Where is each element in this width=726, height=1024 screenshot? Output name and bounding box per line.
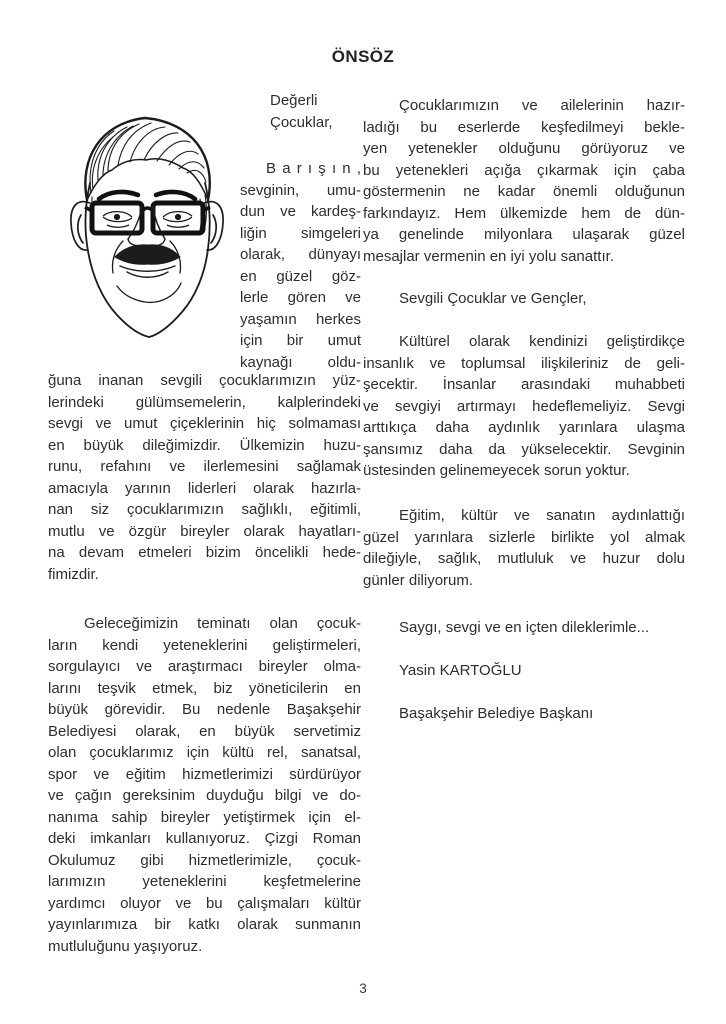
text-line: nan siz çocuklarımızın sağlıklı, eğitimli, — [48, 501, 361, 518]
text-line: Değerli — [270, 92, 318, 109]
text-line: Çocuklarımızın ve ailelerinin hazır- — [399, 97, 685, 114]
paragraph-left-2 — [48, 613, 361, 957]
page-number: 3 — [359, 981, 367, 996]
text-line: na devam etmeleri bizim öncelikli hede- — [48, 544, 361, 561]
text-line: sevgi ve umut çiçeklerinin hiç solmaması — [48, 415, 361, 432]
page-title: ÖNSÖZ — [331, 47, 395, 66]
text-line: liğin simgeleri — [240, 224, 361, 242]
text-line: B a r ı ş ı n , — [266, 160, 361, 177]
text-line: kaynağı oldu- — [240, 353, 361, 371]
text-line: mutluluğunu yaşıyoruz. — [48, 937, 203, 955]
paragraph-left-continuation — [48, 370, 361, 585]
text-line: sevginin, umu- — [240, 181, 361, 199]
text-line: ladığı bu eserlerde keşfedilmeyi bekle- — [363, 118, 685, 136]
paragraph-right-3 — [363, 505, 685, 591]
text-line: larımızın yeteneklerini keşfetmelerine — [48, 873, 361, 890]
text-line: insanlık ve toplumsal ilişkileriniz de geli- — [363, 354, 685, 372]
text-line: arttıkıça daha aydınlık yarınlara ulaşma — [363, 419, 685, 436]
text-line: günler diliyorum. — [363, 571, 474, 589]
text-line: yaşamın herkes — [240, 310, 361, 328]
text-line: güzel yarınlara sizlerle birlikte yol almak — [363, 528, 685, 546]
text-line: sorgulayıcı ve araştırmacı bireyler olma- — [48, 658, 361, 675]
portrait-illustration — [57, 103, 232, 365]
signature-title: Başakşehir Belediye Başkanı — [399, 705, 594, 722]
text-line: mesajlar vermenin en iyi yolu sanattır. — [363, 247, 614, 265]
left-column — [48, 88, 361, 968]
text-line: nanıma sahip bireyler yetiştirmek için el- — [48, 808, 361, 826]
right-column — [363, 95, 685, 975]
text-line: en güzel göz- — [240, 267, 361, 285]
text-line: lerle gören ve — [240, 289, 361, 306]
text-line: göstermenin ne kadar önemli olduğunun — [363, 183, 685, 200]
text-line: dileğiyle, sağlık, mutluluk ve huzur dolu — [363, 550, 685, 567]
text-line: bu yetenekleri açığa çıkarmak için çaba — [363, 161, 685, 179]
text-line: Okulumuz gibi hizmetlerimizle, çocuk- — [48, 851, 361, 869]
mouth — [120, 266, 175, 277]
eyes — [103, 212, 192, 228]
text-line: yayınlarımıza bir katkı olarak sunmanın — [48, 916, 361, 933]
text-line: şecektir. İnsanlar arasındaki muhabbeti — [363, 376, 685, 393]
greeting-line: Sevgili Çocuklar ve Gençler, — [399, 290, 587, 307]
paragraph-right-2 — [363, 331, 685, 482]
text-line: spor ve eğitim hizmetlerimizi sürdürüyor — [48, 765, 361, 783]
paragraph-beside-portrait — [240, 158, 361, 373]
text-line: yardımcı oluyor ve bu çalışmaları kültür — [48, 894, 361, 912]
text-line: dun ve kardeş- — [240, 203, 361, 220]
text-line: amacıyla yarının liderleri olarak hazırla- — [48, 479, 361, 497]
text-line: farkındayız. Hem ülkemizde hem de dün- — [363, 204, 685, 222]
text-line: ve çağın gereksinim duyduğu bilgi ve do- — [48, 787, 361, 804]
text-line: Geleceğimizin teminatı olan çocuk- — [84, 615, 361, 632]
text-line: ğuna inanan sevgili çocuklarımızın yüz- — [48, 372, 361, 389]
text-line: için bir umut — [240, 332, 361, 349]
text-beside-portrait — [240, 90, 361, 373]
text-line: Kültürel olarak kendinizi geliştirdikçe — [399, 333, 685, 350]
eyebrows — [99, 192, 195, 199]
text-line: Belediyesi olarak, en büyük servetimiz — [48, 722, 361, 740]
text-line: şansımız daha da yükselecektir. Sevginin — [363, 440, 685, 458]
text-line: deki imkanları kullanıyoruz. Çizgi Roman — [48, 830, 361, 847]
text-line: olarak, dünyayı — [240, 246, 361, 263]
salutation — [240, 90, 361, 133]
text-line: larını teşvik etmek, biz yöneticilerin en — [48, 679, 361, 697]
text-line: lerindeki gülümsemelerin, kalplerindeki — [48, 393, 361, 411]
nose — [128, 207, 165, 246]
closing-line: Saygı, sevgi ve en içten dileklerimle... — [399, 619, 650, 636]
paragraph-right-1 — [363, 95, 685, 267]
text-line: ların kendi yeteneklerini geliştirmeleri, — [48, 636, 361, 654]
text-line: Eğitim, kültür ve sanatın aydınlattığı — [399, 507, 685, 524]
text-line: fimizdir. — [48, 565, 99, 583]
text-line: yen yetenekler olduğunu görüyoruz ve — [363, 140, 685, 157]
text-line: Çocuklar, — [270, 113, 333, 131]
signature-name: Yasin KARTOĞLU — [399, 662, 522, 679]
text-line: runu, refahını ve ilerlemesini sağlamak — [48, 458, 361, 475]
text-line: olan çocuklarımız için kültü rel, sanatsal, — [48, 744, 361, 761]
text-line: ve sevgiyi artırmayı hedeflemeliyiz. Sevgi — [363, 397, 685, 415]
mustache — [115, 245, 180, 264]
text-line: en büyük dileğimizdir. Ülkemizin huzu- — [48, 436, 361, 454]
text-line: büyük görevidir. Bu nedenle Başakşehir — [48, 701, 361, 718]
text-line: ya genelinde milyonlara ulaşarak güzel — [363, 226, 685, 243]
text-line: üstesinden gelinemeyecek sorun yoktur. — [363, 462, 630, 479]
text-line: mutlu ve özgür bireyler olarak hayatları- — [48, 522, 361, 540]
